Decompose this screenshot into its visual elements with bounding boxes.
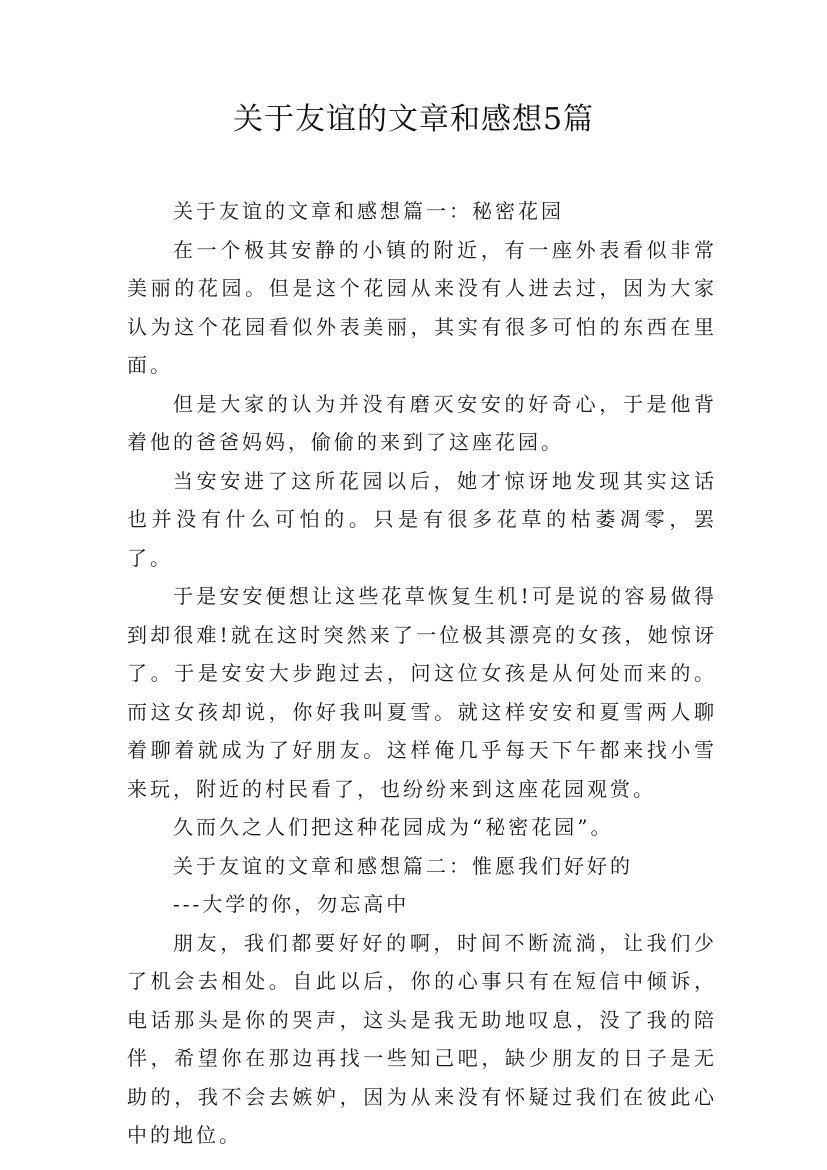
document-title: 关于友谊的文章和感想5篇	[232, 102, 595, 137]
document-body	[127, 192, 717, 1155]
paragraph: 当安安进了这所花园以后，她才惊讶地发现其实这话也并没有什么可怕的。只是有很多花草的枯萎凋零，罢了。	[127, 468, 717, 570]
paragraph: 但是大家的认为并没有磨灭安安的好奇心，于是他背着他的爸爸妈妈，偷偷的来到了这座花园。	[127, 391, 717, 454]
paragraph: 于是安安便想让这些花草恢复生机!可是说的容易做得到却很难!就在这时突然来了一位极其漂亮的女孩，她惊讶了。于是安安大步跑过去，问这位女孩是从何处而来的。而这女孩却说，你好我叫夏雪。就这样安安和夏雪两人聊着聊着就成为了好朋友。这样俺几乎每天下午都来找小雪来玩，附近的村民看了，也纷纷来到这座花园观赏。	[127, 584, 717, 801]
paragraph: 在一个极其安静的小镇的附近，有一座外表看似非常美丽的花园。但是这个花园从来没有人进去过，因为大家认为这个花园看似外表美丽，其实有很多可怕的东西在里面。	[127, 237, 717, 377]
section-heading-2: 关于友谊的文章和感想篇二：惟愿我们好好的	[173, 853, 633, 878]
paragraph: 朋友，我们都要好好的啊，时间不断流淌，让我们少了机会去相处。自此以后，你的心事只有在短信中倾诉，电话那头是你的哭声，这头是我无助地叹息，没了我的陪伴，希望你在那边再找一些知己吧，缺少朋友的日子是无助的，我不会去嫉妒，因为从来没有怀疑过我们在彼此心中的地位。	[127, 930, 717, 1147]
section-heading-1: 关于友谊的文章和感想篇一：秘密花园	[173, 199, 564, 223]
section-subtitle: ---大学的你，勿忘高中	[173, 892, 410, 916]
paragraph: 久而久之人们把这种花园成为“秘密花园”。	[173, 815, 614, 839]
